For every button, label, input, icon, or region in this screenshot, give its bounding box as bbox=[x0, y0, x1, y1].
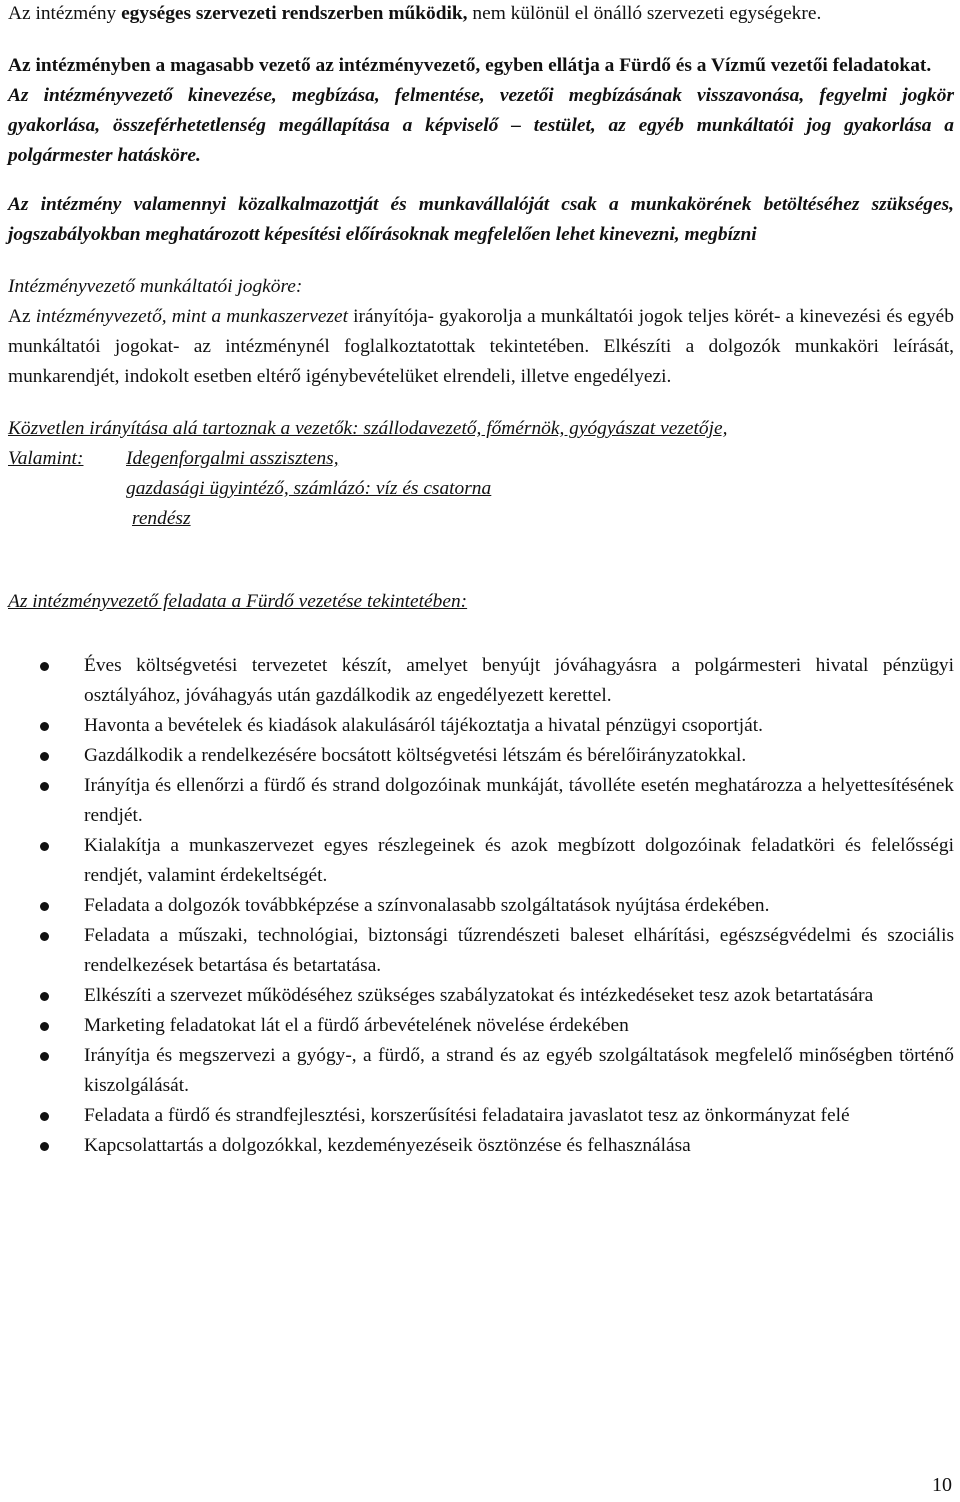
paragraph-employer-rights bbox=[8, 302, 954, 392]
section-heading: Az intézményvezető feladata a Fürdő vezetése tekintetében: bbox=[8, 591, 468, 612]
list-item-text: Irányítja és megszervezi a gyógy-, a fürdő, a strand és az egyéb szolgáltatások megfelelő minőségben történő kiszolgálását. bbox=[84, 1045, 954, 1096]
direct-reports-line: Közvetlen irányítása alá tartoznak a vezetők: szállodavezető, főmérnök, gyógyászat vezetője, bbox=[8, 418, 728, 439]
list-item-text: Kialakítja a munkaszervezet egyes részlegeinek és azok megbízott dolgozóinak feladatköri és felelősségi rendjét, valamint érdekeltségét. bbox=[84, 835, 954, 886]
list-item-text: Gazdálkodik a rendelkezésére bocsátott költségvetési létszám és bérelőirányzatokkal. bbox=[84, 745, 747, 766]
list-item-text: Feladata a fürdő és strandfejlesztési, korszerűsítési feladataira javaslatot tesz az önkormányzat felé bbox=[84, 1105, 850, 1126]
list-item bbox=[8, 1011, 954, 1041]
bullet-icon bbox=[40, 1022, 49, 1031]
list-item-text: Elkészíti a szervezet működéséhez szükséges szabályzatokat és intézkedéseket tesz azok betartatására bbox=[84, 985, 874, 1006]
list-item bbox=[8, 771, 954, 831]
bullet-icon bbox=[40, 1052, 49, 1061]
list-item-text: Éves költségvetési tervezetet készít, amelyet benyújt jóváhagyásra a polgármesteri hivatal pénzügyi osztályához, jóváhagyás után gazdálkodik az engedélyezett kerettel. bbox=[84, 655, 954, 706]
text-run-bold: egységes szervezeti rendszerben működik, bbox=[121, 3, 468, 24]
text-run: Az bbox=[8, 306, 36, 327]
bullet-icon bbox=[40, 902, 49, 911]
list-item-text: Feladata a műszaki, technológiai, biztonsági tűzrendészeti baleset elhárítási, egészségvédelmi és szociális rendelkezések betartása és betartatása. bbox=[84, 925, 954, 976]
bullet-icon bbox=[40, 992, 49, 1001]
list-item-text: Kapcsolattartás a dolgozókkal, kezdeményezéseik ösztönzése és felhasználása bbox=[84, 1135, 691, 1156]
direct-reports-block bbox=[8, 414, 954, 534]
text-run: Az intézményvezető kinevezése, megbízása, felmentése, vezetői megbízásának visszavonása, fegyelmi jogkör gyakorlása, összeférhetetlenség megállapítása a bbox=[8, 85, 954, 136]
text-run-italic: intézményvezető, mint a munkaszervezet bbox=[35, 306, 348, 327]
text-run: irányítója- gyakorolja a munkáltatói jogok teljes körét- a kinevezési és egyéb munkáltatói jogokat- az intézménynél foglalkoztatottak tekintetében. Elkészíti a dolgozók munkaköri leírását, munkarendjét, indokolt esetben eltérő igénybevételüket elrendeli, illetve engedélyezi. bbox=[8, 306, 954, 387]
valamint-label: Valamint: bbox=[8, 448, 84, 469]
bullet-icon bbox=[40, 1112, 49, 1121]
list-item bbox=[8, 1041, 954, 1101]
bullet-icon bbox=[40, 932, 49, 941]
list-item bbox=[8, 891, 954, 921]
list-item bbox=[8, 741, 954, 771]
list-item bbox=[8, 1131, 954, 1161]
list-item bbox=[8, 921, 954, 981]
document-page bbox=[8, 0, 954, 1161]
text-run: Az intézmény bbox=[8, 3, 122, 24]
bullet-icon bbox=[40, 662, 49, 671]
bullet-icon bbox=[40, 752, 49, 761]
text-run: képviselő – testület, az egyéb munkáltatói jog gyakorlása a polgármester hatásköre. bbox=[8, 115, 954, 166]
bullet-icon bbox=[40, 1142, 49, 1151]
direct-reports-row bbox=[8, 444, 954, 474]
paragraph-leader: Az intézményben a magasabb vezető az intézményvezető, egyben ellátja a Fürdő és a Vízmű vezetői feladatokat. bbox=[8, 55, 932, 76]
list-item bbox=[8, 711, 954, 741]
bullet-icon bbox=[40, 722, 49, 731]
list-item-text: Marketing feladatokat lát el a fürdő árbevételének növelése érdekében bbox=[84, 1015, 629, 1036]
paragraph-qualification: Az intézmény valamennyi közalkalmazottját és munkavállalóját csak a munkakörének betöltéséhez szükséges, jogszabályokban meghatározott képesítési előírásoknak megfelelően lehet kinevezni, megbízni bbox=[8, 194, 954, 245]
list-item-text: Havonta a bevételek és kiadások alakulásáról tájékoztatja a hivatal pénzügyi csoportját. bbox=[84, 715, 763, 736]
direct-report-item: gazdasági ügyintéző, számlázó: víz és csatorna bbox=[126, 478, 492, 499]
page-number: 10 bbox=[932, 1474, 952, 1496]
list-item bbox=[8, 1101, 954, 1131]
paragraph-structure bbox=[8, 0, 954, 29]
direct-report-item: Idegenforgalmi asszisztens, bbox=[126, 448, 339, 469]
list-item bbox=[8, 831, 954, 891]
direct-report-item: rendész bbox=[132, 508, 191, 529]
list-item-text: Irányítja és ellenőrzi a fürdő és strand dolgozóinak munkáját, távolléte esetén meghatározza a helyettesítésének rendjét. bbox=[84, 775, 954, 826]
employer-rights-title: Intézményvezető munkáltatói jogköre: bbox=[8, 276, 303, 297]
task-list bbox=[8, 651, 954, 1161]
bullet-icon bbox=[40, 782, 49, 791]
list-item-text: Feladata a dolgozók továbbképzése a színvonalasabb szolgáltatások nyújtása érdekében. bbox=[84, 895, 770, 916]
paragraph-appointment bbox=[8, 81, 954, 171]
text-run: nem különül el önálló szervezeti egységekre. bbox=[467, 3, 822, 24]
bullet-icon bbox=[40, 842, 49, 851]
list-item bbox=[8, 651, 954, 711]
list-item bbox=[8, 981, 954, 1011]
